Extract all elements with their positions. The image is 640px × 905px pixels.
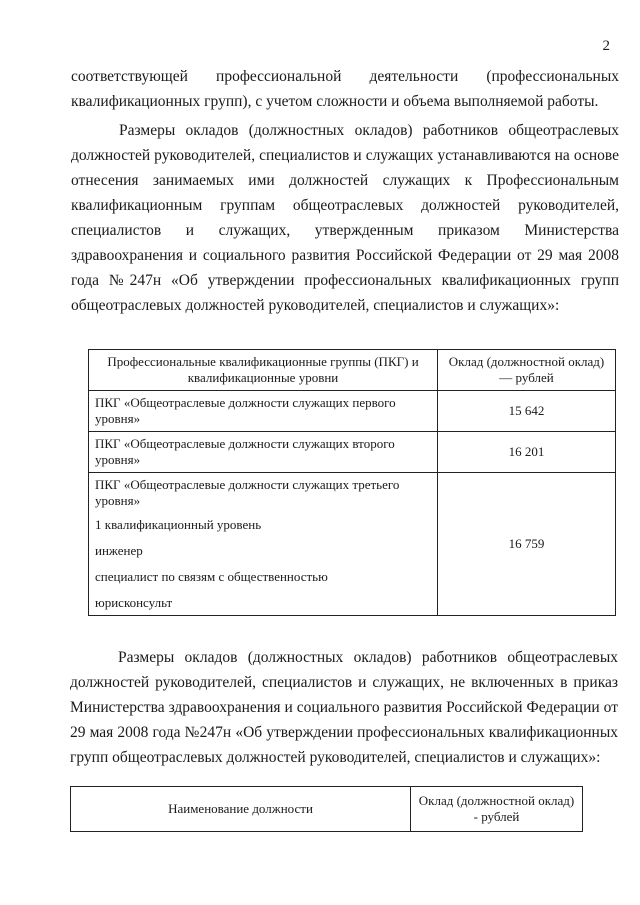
table-cell-salary: 16 201	[438, 432, 616, 473]
table-row	[89, 473, 616, 616]
position-item: юрисконсульт	[95, 595, 173, 610]
table-cell-pkg	[89, 473, 438, 616]
salary-table-pkg	[88, 349, 616, 616]
table-header-pkg: Профессиональные квалификационные группы (ПКГ) и квалификационные уровни	[89, 350, 438, 391]
table-row	[89, 391, 616, 432]
table-header-salary: Оклад (должностной оклад) - рублей	[411, 787, 583, 832]
pkg-name: ПКГ «Общеотраслевые должности служащих третьего уровня»	[95, 477, 400, 508]
page-number: 2	[602, 38, 610, 54]
table-cell-salary: 16 759	[438, 473, 616, 616]
paragraph-continuation: соответствующей профессиональной деятельности (профессиональных квалификационных групп), с учетом сложности и объема выполняемой работы.	[71, 68, 619, 110]
paragraph-salary-basis: Размеры окладов (должностных окладов) работников общеотраслевых должностей руководителей, специалистов и служащих устанавливаются на основе отнесения занимаемых ими должностей служащих к Профессиональным квалификационным группам общеотраслевых должностей руководителей, специалистов и служащих, утвержденным приказом Министерства здравоохранения и социального развития Российской Федерации от 29 мая 2008 года №247н «Об утверждении профессиональных квалификационных групп общеотраслевых должностей руководителей, специалистов и служащих»:	[71, 122, 619, 314]
table-cell-salary: 15 642	[438, 391, 616, 432]
qualification-level: 1 квалификационный уровень	[95, 517, 262, 532]
paragraph-other-positions: Размеры окладов (должностных окладов) работников общеотраслевых должностей руководителей, специалистов и служащих, не включенных в приказ Министерства здравоохранения и социального развития Российской Федерации от 29 мая 2008 года №247н «Об утверждении профессиональных квалификационных групп общеотраслевых должностей руководителей, специалистов и служащих»:	[70, 649, 618, 766]
table-header-row	[89, 350, 616, 391]
salary-table-other	[70, 786, 583, 832]
table-header-salary: Оклад (должностной оклад) — рублей	[438, 350, 616, 391]
table-cell-pkg: ПКГ «Общеотраслевые должности служащих второго уровня»	[89, 432, 438, 473]
table-cell-pkg: ПКГ «Общеотраслевые должности служащих первого уровня»	[89, 391, 438, 432]
position-item: специалист по связям с общественностью	[95, 569, 328, 584]
position-item: инженер	[95, 543, 143, 558]
table-row	[89, 432, 616, 473]
table-header-position: Наименование должности	[71, 787, 411, 832]
table-header-row	[71, 787, 583, 832]
